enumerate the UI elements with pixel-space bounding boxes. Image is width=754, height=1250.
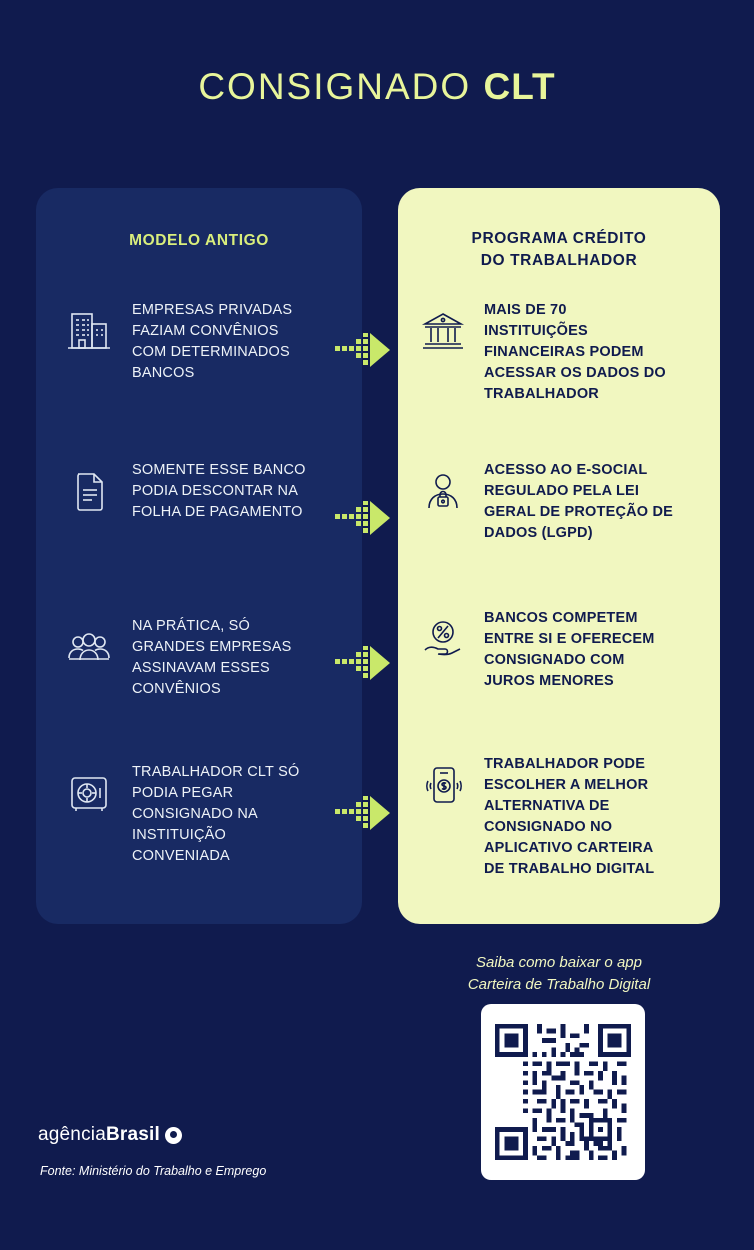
title-part-2: CLT	[483, 66, 556, 107]
left-panel-heading: MODELO ANTIGO	[129, 232, 269, 249]
list-item-text: MAIS DE 70 INSTITUIÇÕES FINANCEIRAS PODEM ACESSAR OS DADOS DO TRABALHADOR	[484, 302, 666, 402]
agencia-brasil-logo-icon	[38, 1124, 182, 1146]
list-item	[58, 460, 310, 523]
list-item-text: SOMENTE ESSE BANCO PODIA DESCONTAR NA FOLHA DE PAGAMENTO	[132, 462, 306, 520]
brand-part-2: Brasil	[105, 1124, 160, 1145]
title-part-1: CONSIGNADO	[198, 66, 472, 107]
document-icon	[58, 460, 120, 522]
list-item-text: TRABALHADOR PODE ESCOLHER A MELHOR ALTERNATIVA DE CONSIGNADO NO APLICATIVO CARTEIRA DE TRABALHO DIGITAL	[484, 756, 655, 877]
list-item	[412, 754, 674, 880]
list-item-text: NA PRÁTICA, SÓ GRANDES EMPRESAS ASSINAVAM ESSES CONVÊNIOS	[132, 618, 292, 697]
brand-part-1: agência	[38, 1124, 106, 1145]
source-note: Fonte: Ministério do Trabalho e Emprego	[40, 1164, 267, 1178]
list-item	[412, 608, 674, 692]
qr-caption	[398, 952, 720, 996]
list-item	[58, 616, 310, 700]
list-item-text: EMPRESAS PRIVADAS FAZIAM CONVÊNIOS COM DETERMINADOS BANCOS	[132, 302, 293, 381]
left-panel-modelo-antigo	[36, 188, 362, 924]
list-item-text: BANCOS COMPETEM ENTRE SI E OFERECEM CONSIGNADO COM JUROS MENORES	[484, 610, 655, 689]
buildings-icon	[58, 300, 120, 362]
arrow-right-icon	[333, 501, 395, 535]
safe-vault-icon	[58, 762, 120, 824]
list-item	[412, 300, 674, 405]
people-group-icon	[58, 616, 120, 678]
qr-caption-line1: Saiba como baixar o app	[476, 954, 642, 971]
right-panel-heading-line2: DO TRABALHADOR	[480, 252, 638, 269]
brand-mark-icon	[165, 1127, 182, 1144]
list-item	[412, 460, 674, 544]
worker-lock-icon	[412, 460, 474, 522]
arrow-right-icon	[333, 796, 395, 830]
right-panel-heading-line1: PROGRAMA CRÉDITO	[471, 230, 647, 247]
qr-code-icon[interactable]	[481, 1004, 645, 1180]
page-title	[0, 0, 754, 108]
right-panel-programa-credito	[398, 188, 720, 924]
list-item	[58, 300, 310, 384]
hand-percent-icon	[412, 608, 474, 670]
mobile-money-icon	[412, 754, 474, 816]
arrow-right-icon	[333, 646, 395, 680]
comparison-columns	[0, 188, 754, 928]
right-panel-heading	[398, 188, 720, 272]
list-item-text: ACESSO AO E-SOCIAL REGULADO PELA LEI GERAL DE PROTEÇÃO DE DADOS (LGPD)	[484, 462, 674, 541]
bank-icon	[412, 300, 474, 362]
qr-caption-line2: Carteira de Trabalho Digital	[467, 976, 651, 993]
list-item	[58, 762, 310, 867]
arrow-right-icon	[333, 333, 395, 367]
list-item-text: TRABALHADOR CLT SÓ PODIA PEGAR CONSIGNADO NA INSTITUIÇÃO CONVENIADA	[132, 764, 300, 864]
